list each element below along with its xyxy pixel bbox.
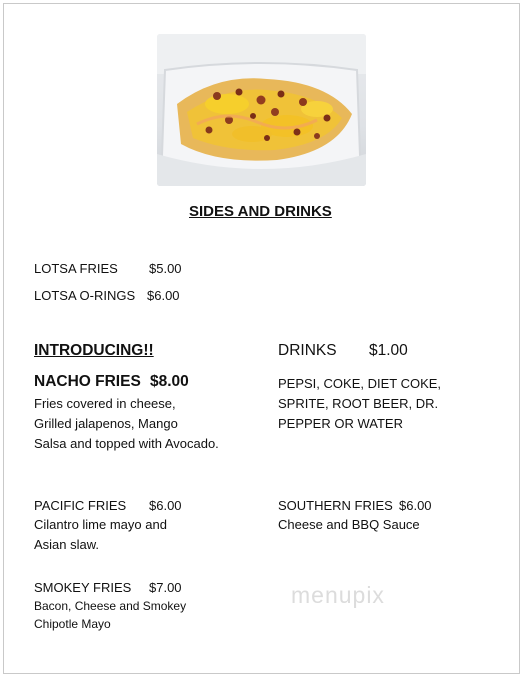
item-price: $5.00 [149,261,182,276]
item-name: PACIFIC FRIES [34,498,127,513]
item-price: $6.00 [147,288,180,303]
item-description [34,515,167,555]
item-price: $6.00 [149,498,182,513]
item-name: LOTSA O-RINGS [34,288,136,303]
description-line: Salsa and topped with Avocado. [34,436,219,451]
item-name: SOUTHERN FRIES [278,498,393,513]
item-name: NACHO FRIES [34,373,141,390]
item-description [34,597,186,633]
description-line: Fries covered in cheese, [34,396,176,411]
description-line: Chipotle Mayo [34,617,111,631]
item-name: LOTSA FRIES [34,261,118,276]
description-line: PEPSI, COKE, DIET COKE, [278,376,442,391]
drinks-list [278,374,441,434]
item-price: $7.00 [149,580,182,595]
description-line: Cilantro lime mayo and [34,517,167,532]
loaded-fries-image [157,34,366,186]
description-line: Asian slaw. [34,537,100,552]
item-name: SMOKEY FRIES [34,580,132,595]
item-price: $8.00 [150,373,189,390]
description-line: Grilled jalapenos, Mango [34,416,178,431]
menu-title: SIDES AND DRINKS [189,203,332,220]
description-line: SPRITE, ROOT BEER, DR. [278,396,439,411]
menupix-watermark: menupix [291,582,385,608]
food-photo [157,34,366,186]
description-line: Bacon, Cheese and Smokey [34,599,187,613]
item-description [278,515,420,535]
description-line: Cheese and BBQ Sauce [278,517,420,532]
description-line: PEPPER OR WATER [278,416,403,431]
introducing-heading: INTRODUCING!! [34,342,154,359]
drinks-price: $1.00 [369,342,408,359]
drinks-heading: DRINKS [278,342,337,359]
item-price: $6.00 [399,498,432,513]
item-description [34,394,219,454]
